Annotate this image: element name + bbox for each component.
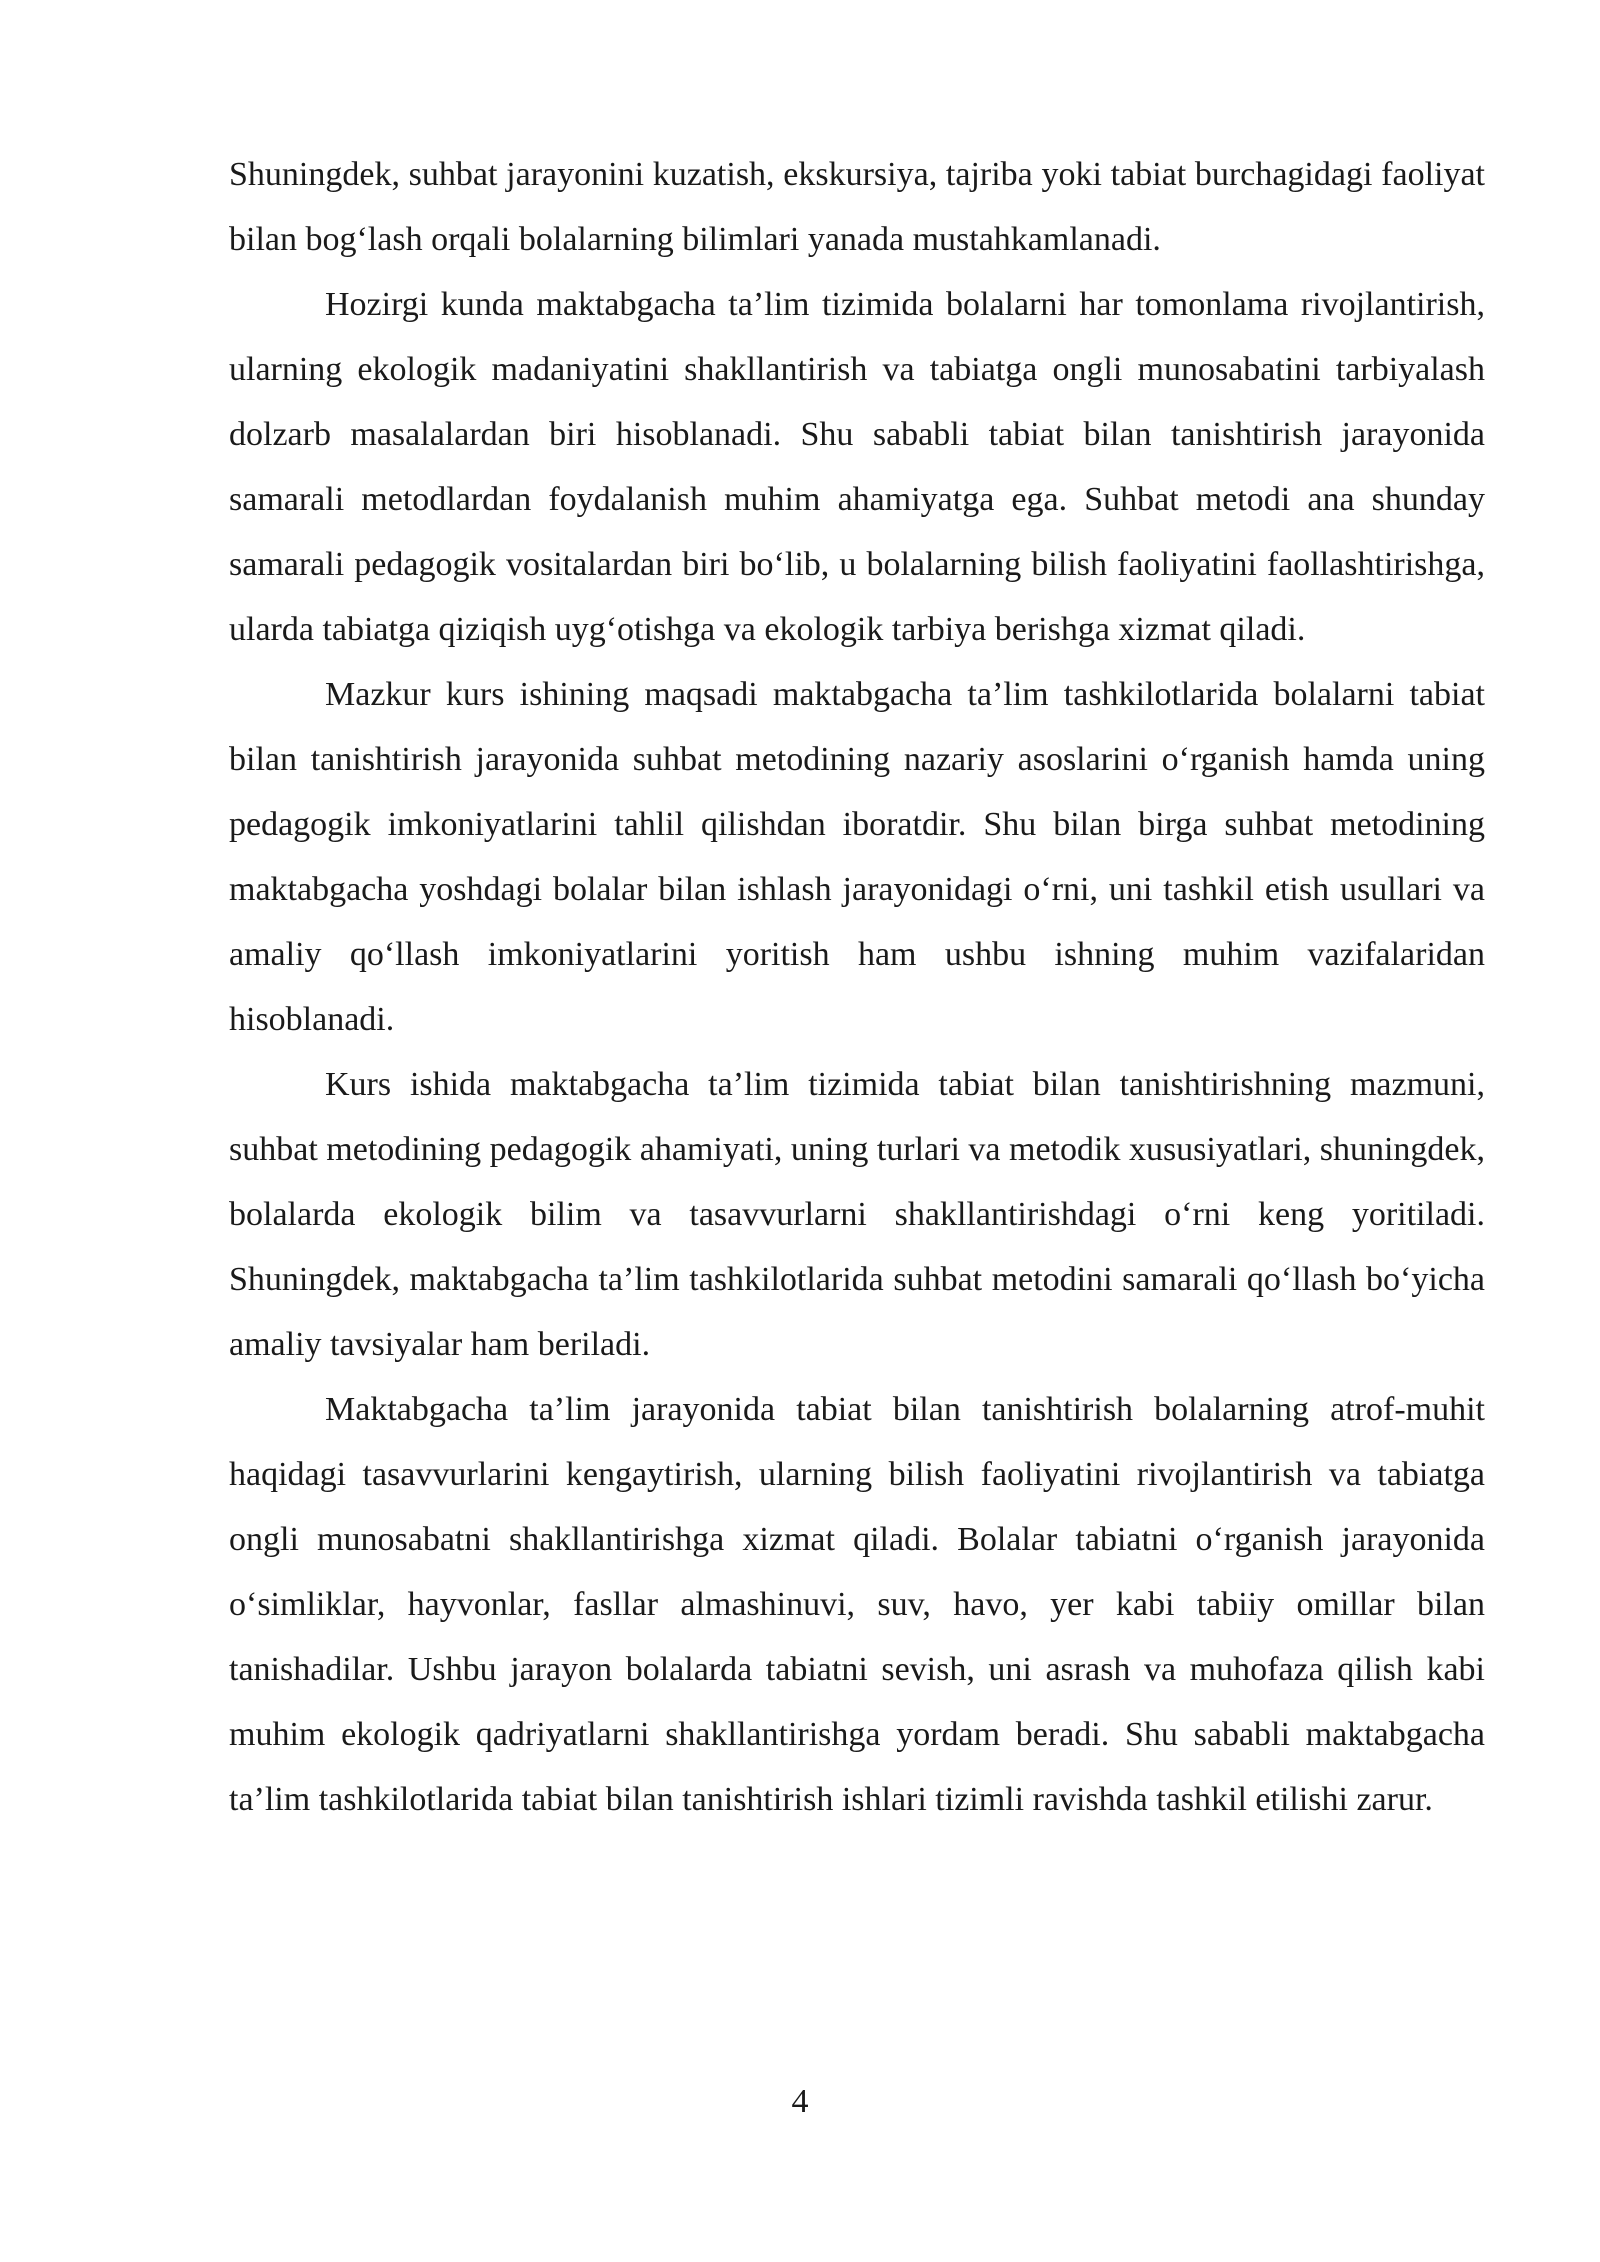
paragraph-continuation: Shuningdek, suhbat jarayonini kuzatish, ekskursiya, tajriba yoki tabiat burchagidagi faoliyat bilan bog‘lash orqali bolalarning bilimlari yanada mustahkamlanadi. bbox=[229, 156, 1485, 258]
paragraph-current-importance: Hozirgi kunda maktabgacha ta’lim tizimida bolalarni har tomonlama rivojlantirish, ularning ekologik madaniyatini shakllantirish va tabiatga ongli munosabatini tarbiyalash dolzarb masalalardan biri hisoblanadi. Shu sababli tabiat bilan tanishtirish jarayonida samarali metodlardan foydalanish muhim ahamiyatga ega. Suhbat metodi ana shunday samarali pedagogik vositalardan biri bo‘lib, u bolalarning bilish faoliyatini faollashtirishga, ularda tabiatga qiziqish uyg‘otishga va ekologik tarbiya berishga xizmat qiladi. bbox=[229, 286, 1485, 648]
page-body bbox=[229, 142, 1485, 1832]
paragraph-nature-familiarization: Maktabgacha ta’lim jarayonida tabiat bilan tanishtirish bolalarning atrof-muhit haqidagi tasavvurlarini kengaytirish, ularning bilish faoliyatini rivojlantirish va tabiatga ongli munosabatni shakllantirishga xizmat qiladi. Bolalar tabiatni o‘rganish jarayonida o‘simliklar, hayvonlar, fasllar almashinuvi, suv, havo, yer kabi tabiiy omillar bilan tanishadilar. Ushbu jarayon bolalarda tabiatni sevish, uni asrash va muhofaza qilish kabi muhim ekologik qadriyatlarni shakllantirishga yordam beradi. Shu sababli maktabgacha ta’lim tashkilotlarida tabiat bilan tanishtirish ishlari tizimli ravishda tashkil etilishi zarur. bbox=[229, 1391, 1485, 1818]
paragraph-contents: Kurs ishida maktabgacha ta’lim tizimida tabiat bilan tanishtirishning mazmuni, suhbat metodining pedagogik ahamiyati, uning turlari va metodik xususiyatlari, shuningdek, bolalarda ekologik bilim va tasavvurlarni shakllantirishdagi o‘rni keng yoritiladi. Shuningdek, maktabgacha ta’lim tashkilotlarida suhbat metodini samarali qo‘llash bo‘yicha amaliy tavsiyalar ham beriladi. bbox=[229, 1066, 1485, 1363]
page-number: 4 bbox=[791, 2083, 809, 2120]
paragraph-aim: Mazkur kurs ishining maqsadi maktabgacha ta’lim tashkilotlarida bolalarni tabiat bilan tanishtirish jarayonida suhbat metodining nazariy asoslarini o‘rganish hamda uning pedagogik imkoniyatlarini tahlil qilishdan iboratdir. Shu bilan birga suhbat metodining maktabgacha yoshdagi bolalar bilan ishlash jarayonidagi o‘rni, uni tashkil etish usullari va amaliy qo‘llash imkoniyatlarini yoritish ham ushbu ishning muhim vazifalaridan hisoblanadi. bbox=[229, 676, 1485, 1038]
